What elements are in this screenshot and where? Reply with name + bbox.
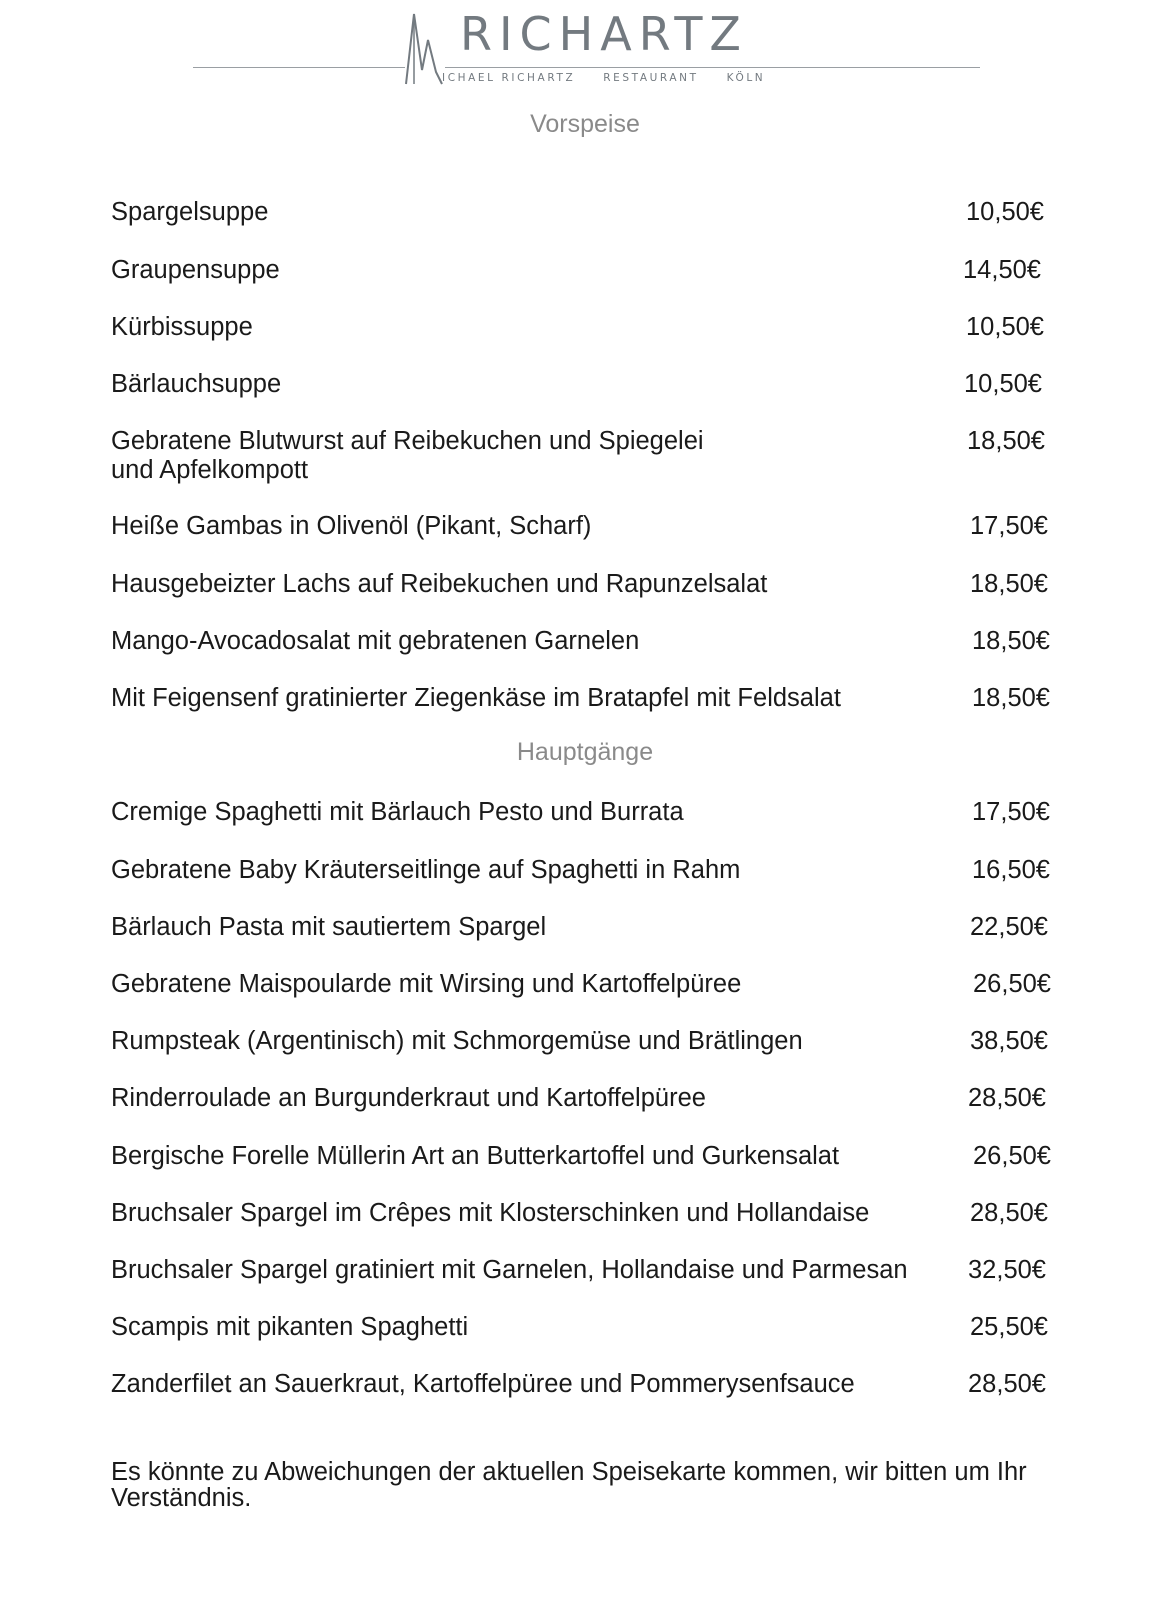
- brand-subline: [442, 72, 787, 84]
- brand-subline-name: ICHAEL RICHARTZ: [442, 72, 576, 84]
- section-title-vorspeise: Vorspeise: [530, 110, 640, 138]
- menu-item-name: Bruchsaler Spargel im Crêpes mit Klosterschinken und Hollandaise: [111, 1199, 870, 1227]
- menu-item-price: 18,50€: [972, 684, 1050, 712]
- menu-item-price: 28,50€: [970, 1199, 1048, 1227]
- menu-item-price: 10,50€: [966, 198, 1044, 226]
- menu-item-name: Bruchsaler Spargel gratiniert mit Garnelen, Hollandaise und Parmesan: [111, 1256, 908, 1284]
- menu-item-price: 18,50€: [972, 627, 1050, 655]
- menu-item-name: Gebratene Maispoularde mit Wirsing und Kartoffelpüree: [111, 970, 742, 998]
- menu-item-name: Bärlauchsuppe: [111, 370, 282, 398]
- menu-item-price: 26,50€: [973, 1142, 1051, 1170]
- menu-item-name: Gebratene Blutwurst auf Reibekuchen und Spiegelei: [111, 427, 704, 455]
- menu-item-name: Scampis mit pikanten Spaghetti: [111, 1313, 469, 1341]
- brand-name: RICHARTZ: [460, 7, 748, 61]
- menu-item-name: Rumpsteak (Argentinisch) mit Schmorgemüse und Brätlingen: [111, 1027, 803, 1055]
- menu-item-price: 25,50€: [970, 1313, 1048, 1341]
- menu-item-price: 17,50€: [972, 798, 1050, 826]
- brand-subline-city: KÖLN: [726, 72, 766, 84]
- menu-item-price: 18,50€: [967, 427, 1045, 455]
- menu-item-price: 26,50€: [973, 970, 1051, 998]
- menu-item-price: 38,50€: [970, 1027, 1048, 1055]
- menu-item-name: Kürbissuppe: [111, 313, 253, 341]
- menu-item-price: 16,50€: [972, 856, 1050, 884]
- menu-item-name: Rinderroulade an Burgunderkraut und Kartoffelpüree: [111, 1084, 706, 1112]
- menu-item-price: 18,50€: [970, 570, 1048, 598]
- menu-item-price: 28,50€: [968, 1370, 1046, 1398]
- restaurant-header: [0, 0, 1170, 100]
- menu-item-name: Bergische Forelle Müllerin Art an Butterkartoffel und Gurkensalat: [111, 1142, 840, 1170]
- menu-item-name: Hausgebeizter Lachs auf Reibekuchen und Rapunzelsalat: [111, 570, 768, 598]
- brand-subline-type: RESTAURANT: [603, 72, 699, 84]
- menu-item-price: 10,50€: [964, 370, 1042, 398]
- menu-item-price: 28,50€: [968, 1084, 1046, 1112]
- menu-item-name: Cremige Spaghetti mit Bärlauch Pesto und Burrata: [111, 798, 684, 826]
- header-rule-left: [193, 67, 405, 68]
- menu-item-name: Gebratene Baby Kräuterseitlinge auf Spaghetti in Rahm: [111, 856, 741, 884]
- menu-item-name: Zanderfilet an Sauerkraut, Kartoffelpüree und Pommerysenfsauce: [111, 1370, 855, 1398]
- header-rule-right: [445, 67, 980, 68]
- menu-disclaimer: Es könnte zu Abweichungen der aktuellen Speisekarte kommen, wir bitten um Ihr Verständnis.: [111, 1458, 1027, 1512]
- menu-item-name: Mango-Avocadosalat mit gebratenen Garnelen: [111, 627, 640, 655]
- menu-item-name: Bärlauch Pasta mit sautiertem Spargel: [111, 913, 547, 941]
- menu-item-price: 22,50€: [970, 913, 1048, 941]
- menu-item-price: 10,50€: [966, 313, 1044, 341]
- menu-item-name: Spargelsuppe: [111, 198, 269, 226]
- cathedral-logo-icon: [404, 10, 446, 86]
- menu-item-price: 17,50€: [970, 512, 1048, 540]
- menu-item-name: Heiße Gambas in Olivenöl (Pikant, Scharf): [111, 512, 592, 540]
- menu-item-name: Graupensuppe: [111, 256, 280, 284]
- menu-item-price: 32,50€: [968, 1256, 1046, 1284]
- menu-item-name-continued: und Apfelkompott: [111, 456, 309, 484]
- menu-item-name: Mit Feigensenf gratinierter Ziegenkäse im Bratapfel mit Feldsalat: [111, 684, 841, 712]
- menu-item-price: 14,50€: [963, 256, 1041, 284]
- section-title-hauptgaenge: Hauptgänge: [516, 738, 654, 766]
